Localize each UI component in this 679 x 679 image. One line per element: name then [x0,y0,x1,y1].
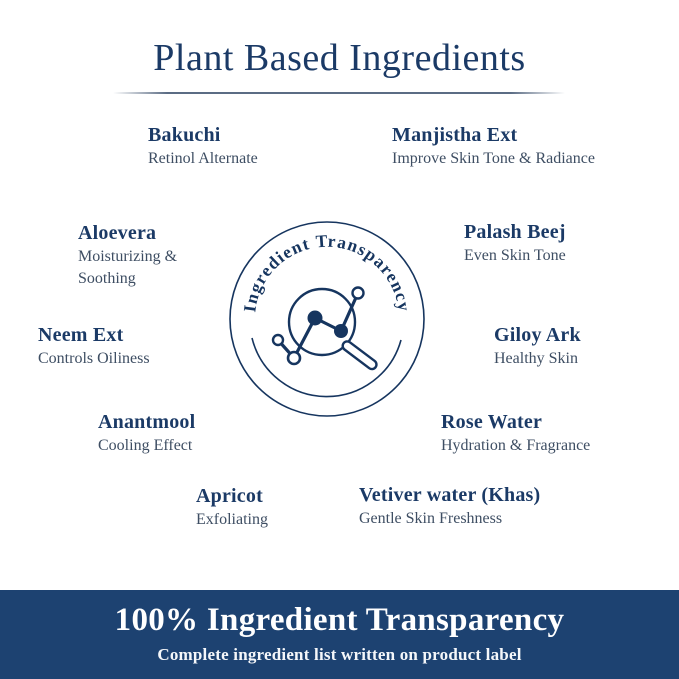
title-divider [113,92,565,94]
ingredient-apricot [196,485,268,531]
page-title: Plant Based Ingredients [153,37,526,79]
ingredient-benefit: Even Skin Tone [464,247,566,264]
ingredient-name: Vetiver water (Khas) [359,484,541,506]
ingredient-name: Giloy Ark [494,324,581,346]
ingredient-name: Rose Water [441,411,543,433]
ingredient-name: Palash Beej [464,221,566,243]
ingredient-vetiver [359,484,540,530]
badge-outer-circle-icon [230,222,424,416]
ingredient-anantmool [98,411,195,457]
ingredient-giloy [494,324,581,370]
banner-headline: 100% Ingredient Transparency [114,602,565,638]
ingredient-name: Bakuchi [148,124,221,146]
banner-subtext: Complete ingredient list written on product label [157,644,522,664]
transparency-badge [222,214,432,424]
ingredient-benefit: Moisturizing & Soothing [78,248,178,288]
badge-circular-text: Ingredient Transparency [239,230,415,314]
magnifier-chart-icon [273,288,378,371]
ingredient-aloevera [78,222,196,291]
ingredient-rose-water [441,411,590,457]
ingredient-manjistha [392,124,595,170]
badge-inner-arc-icon [252,338,401,397]
ingredient-benefit: Hydration & Fragrance [441,437,591,454]
ingredient-benefit: Exfoliating [196,511,268,528]
ingredient-benefit: Healthy Skin [494,350,578,367]
banner [0,590,679,679]
ingredient-name: Neem Ext [38,324,124,346]
ingredient-name: Anantmool [98,411,196,433]
ingredient-benefit: Retinol Alternate [148,150,258,167]
ingredient-bakuchi [148,124,258,170]
ingredient-benefit: Improve Skin Tone & Radiance [392,150,595,167]
ingredient-palash-beej [464,221,566,267]
ingredient-neem [38,324,150,370]
ingredient-name: Apricot [196,485,263,507]
ingredient-name: Manjistha Ext [392,124,518,146]
ingredient-name: Aloevera [78,222,157,244]
ingredient-benefit: Cooling Effect [98,437,193,454]
ingredient-benefit: Gentle Skin Freshness [359,510,503,527]
ingredient-benefit: Controls Oiliness [38,350,150,367]
